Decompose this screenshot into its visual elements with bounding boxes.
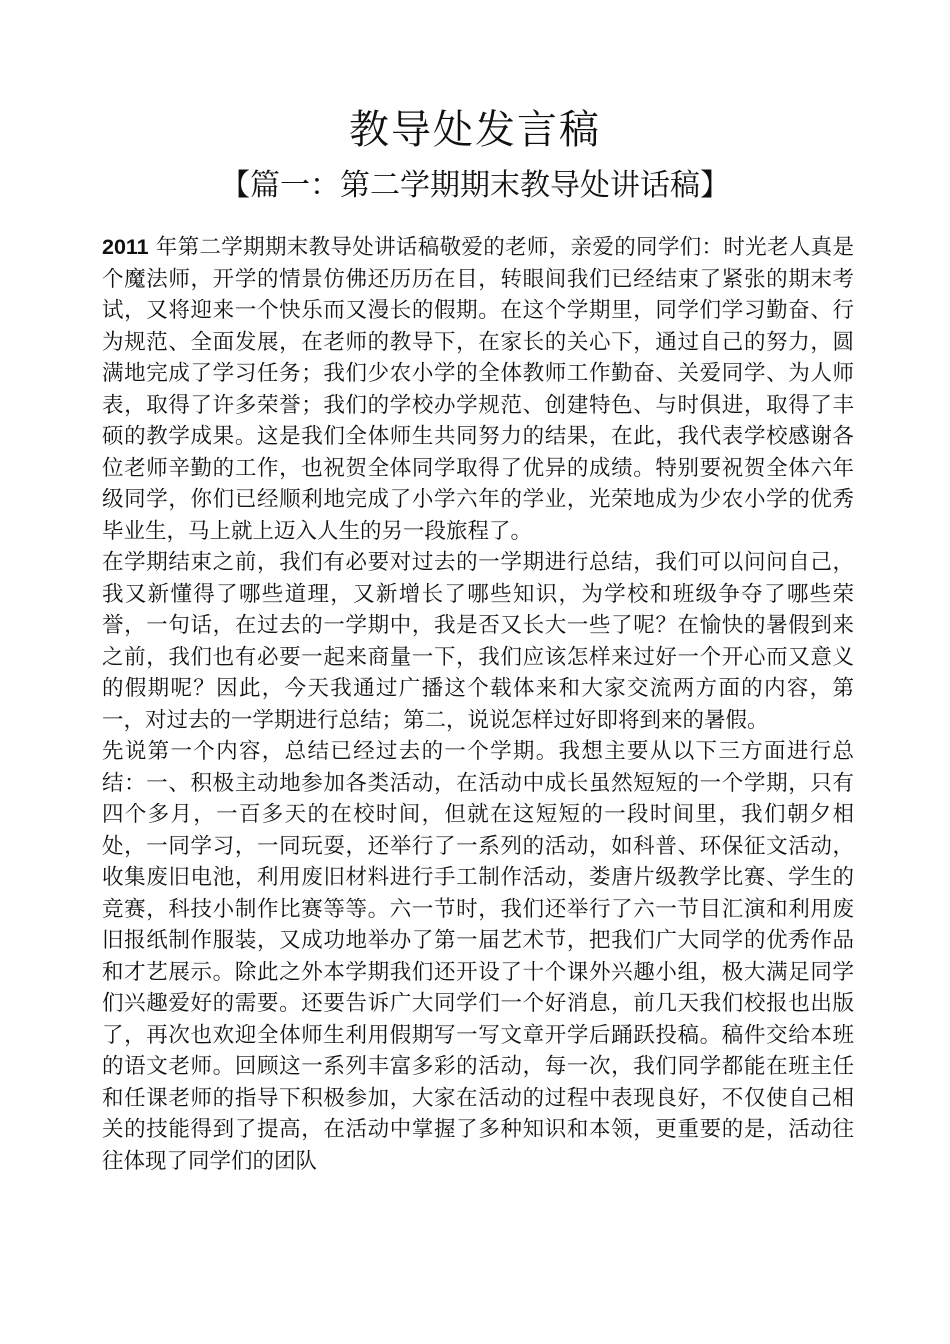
document-body	[102, 232, 854, 1177]
paragraph-1-text: 年第二学期期末教导处讲话稿敬爱的老师，亲爱的同学们：时光老人真是个魔法师，开学的情景仿佛还历历在目，转眼间我们已经结束了紧张的期末考试，又将迎来一个快乐而又漫长的假期。在这个学期里，同学们学习勤奋、行为规范、全面发展，在老师的教导下，在家长的关心下，通过自己的努力，圆满地完成了学习任务；我们少农小学的全体教师工作勤奋、关爱同学、为人师表，取得了许多荣誉；我们的学校办学规范、创建特色、与时俱进，取得了丰硕的教学成果。这是我们全体师生共同努力的结果，在此，我代表学校感谢各位老师辛勤的工作，也祝贺全体同学取得了优异的成绩。特别要祝贺全体六年级同学，你们已经顺利地完成了小学六年的学业，光荣地成为少农小学的优秀毕业生，马上就上迈入人生的另一段旅程了。	[102, 235, 854, 544]
paragraph-1-year: 2011	[102, 235, 149, 259]
paragraph-2: 在学期结束之前，我们有必要对过去的一学期进行总结，我们可以问问自己，我又新懂得了哪些道理，又新增长了哪些知识，为学校和班级争夺了哪些荣誉，一句话，在过去的一学期中，我是否又长大一些了呢？在愉快的暑假到来之前，我们也有必要一起来商量一下，我们应该怎样来过好一个开心而又意义的假期呢？因此，今天我通过广播这个载体来和大家交流两方面的内容，第一，对过去的一学期进行总结；第二，说说怎样过好即将到来的暑假。	[102, 550, 854, 733]
paragraph-3: 先说第一个内容，总结已经过去的一个学期。我想主要从以下三方面进行总结：一、积极主动地参加各类活动，在活动中成长虽然短短的一个学期，只有四个多月，一百多天的在校时间，但就在这短短的一段时间里，我们朝夕相处，一同学习，一同玩耍，还举行了一系列的活动，如科普、环保征文活动，收集废旧电池，利用废旧材料进行手工制作活动，娄唐片级教学比赛、学生的竞赛，科技小制作比赛等等。六一节时，我们还举行了六一节目汇演和利用废旧报纸制作服装，又成功地举办了第一届艺术节，把我们广大同学的优秀作品和才艺展示。除此之外本学期我们还开设了十个课外兴趣小组，极大满足同学们兴趣爱好的需要。还要告诉广大同学们一个好消息，前几天我们校报也出版了，再次也欢迎全体师生利用假期写一写文章开学后踊跃投稿。稿件交给本班的语文老师。回顾这一系列丰富多彩的活动，每一次，我们同学都能在班主任和任课老师的指导下积极参加，大家在活动的过程中表现良好，不仅使自己相关的技能得到了提高，在活动中掌握了多种知识和本领，更重要的是，活动往往体现了同学们的团队	[102, 739, 854, 1174]
paragraph-1	[102, 232, 854, 547]
document-subtitle: 【篇一：第二学期期末教导处讲话稿】	[220, 168, 730, 203]
document-title: 教导处发言稿	[349, 107, 601, 153]
